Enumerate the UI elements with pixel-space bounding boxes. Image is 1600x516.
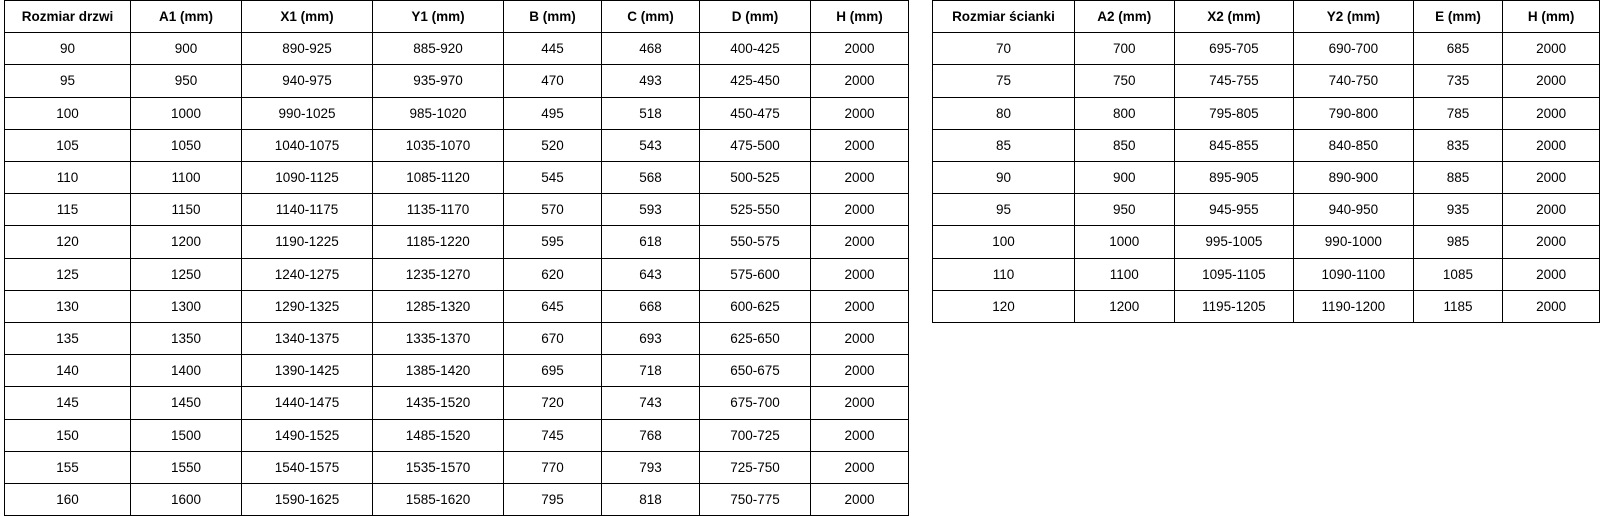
table-cell: 518 <box>602 97 700 129</box>
table-row <box>5 387 909 419</box>
walls-table-header <box>933 1 1600 33</box>
table-cell: 2000 <box>811 129 909 161</box>
table-cell: 2000 <box>1503 65 1600 97</box>
table-cell: 668 <box>602 290 700 322</box>
walls-dimensions-table <box>932 0 1600 323</box>
table-cell: 750 <box>1074 65 1174 97</box>
table-cell: 550-575 <box>700 226 811 258</box>
table-cell: 145 <box>5 387 131 419</box>
table-row <box>5 484 909 516</box>
table-cell: 1435-1520 <box>373 387 504 419</box>
table-cell: 400-425 <box>700 33 811 65</box>
table-cell: 2000 <box>811 258 909 290</box>
table-cell: 1140-1175 <box>242 194 373 226</box>
table-row <box>933 290 1600 322</box>
table-cell: 2000 <box>811 484 909 516</box>
table-cell: 1335-1370 <box>373 323 504 355</box>
column-header: X1 (mm) <box>242 1 373 33</box>
table-cell: 1285-1320 <box>373 290 504 322</box>
table-cell: 495 <box>504 97 602 129</box>
table-cell: 793 <box>602 451 700 483</box>
table-cell: 720 <box>504 387 602 419</box>
column-header: A2 (mm) <box>1074 1 1174 33</box>
table-cell: 690-700 <box>1294 33 1413 65</box>
doors-dimensions-table-container <box>4 0 909 516</box>
column-header: H (mm) <box>811 1 909 33</box>
table-cell: 595 <box>504 226 602 258</box>
table-cell: 840-850 <box>1294 129 1413 161</box>
table-cell: 1240-1275 <box>242 258 373 290</box>
table-cell: 795-805 <box>1174 97 1293 129</box>
table-cell: 950 <box>1074 194 1174 226</box>
table-cell: 2000 <box>811 419 909 451</box>
table-row <box>5 194 909 226</box>
table-cell: 470 <box>504 65 602 97</box>
table-cell: 1250 <box>131 258 242 290</box>
table-cell: 520 <box>504 129 602 161</box>
table-cell: 1450 <box>131 387 242 419</box>
table-row <box>5 419 909 451</box>
table-cell: 670 <box>504 323 602 355</box>
table-cell: 1090-1125 <box>242 162 373 194</box>
table-cell: 835 <box>1413 129 1503 161</box>
table-header-row <box>933 1 1600 33</box>
table-cell: 695 <box>504 355 602 387</box>
table-cell: 743 <box>602 387 700 419</box>
table-cell: 1490-1525 <box>242 419 373 451</box>
table-cell: 160 <box>5 484 131 516</box>
table-cell: 1585-1620 <box>373 484 504 516</box>
table-cell: 725-750 <box>700 451 811 483</box>
table-row <box>933 65 1600 97</box>
table-cell: 1550 <box>131 451 242 483</box>
table-cell: 95 <box>5 65 131 97</box>
table-cell: 890-900 <box>1294 162 1413 194</box>
table-cell: 500-525 <box>700 162 811 194</box>
table-cell: 425-450 <box>700 65 811 97</box>
column-header: H (mm) <box>1503 1 1600 33</box>
table-cell: 618 <box>602 226 700 258</box>
table-cell: 935-970 <box>373 65 504 97</box>
table-row <box>5 33 909 65</box>
table-row <box>933 33 1600 65</box>
table-cell: 80 <box>933 97 1075 129</box>
table-cell: 2000 <box>811 65 909 97</box>
table-cell: 140 <box>5 355 131 387</box>
column-header: X2 (mm) <box>1174 1 1293 33</box>
table-cell: 100 <box>933 226 1075 258</box>
table-row <box>5 323 909 355</box>
table-cell: 130 <box>5 290 131 322</box>
table-cell: 935 <box>1413 194 1503 226</box>
table-cell: 1050 <box>131 129 242 161</box>
table-cell: 543 <box>602 129 700 161</box>
table-cell: 545 <box>504 162 602 194</box>
table-cell: 625-650 <box>700 323 811 355</box>
table-cell: 750-775 <box>700 484 811 516</box>
table-cell: 1000 <box>131 97 242 129</box>
table-cell: 2000 <box>1503 258 1600 290</box>
table-cell: 818 <box>602 484 700 516</box>
table-cell: 1200 <box>131 226 242 258</box>
table-cell: 2000 <box>811 323 909 355</box>
table-cell: 900 <box>1074 162 1174 194</box>
table-cell: 155 <box>5 451 131 483</box>
table-row <box>933 226 1600 258</box>
table-cell: 110 <box>933 258 1075 290</box>
table-cell: 85 <box>933 129 1075 161</box>
walls-table-body <box>933 33 1600 323</box>
table-cell: 1540-1575 <box>242 451 373 483</box>
column-header: C (mm) <box>602 1 700 33</box>
table-cell: 2000 <box>1503 97 1600 129</box>
table-cell: 2000 <box>811 194 909 226</box>
column-header: Rozmiar drzwi <box>5 1 131 33</box>
table-row <box>5 162 909 194</box>
table-cell: 885-920 <box>373 33 504 65</box>
table-cell: 900 <box>131 33 242 65</box>
table-cell: 2000 <box>1503 129 1600 161</box>
table-cell: 1085-1120 <box>373 162 504 194</box>
table-cell: 768 <box>602 419 700 451</box>
table-cell: 75 <box>933 65 1075 97</box>
table-cell: 568 <box>602 162 700 194</box>
table-cell: 895-905 <box>1174 162 1293 194</box>
column-header: Y2 (mm) <box>1294 1 1413 33</box>
table-cell: 110 <box>5 162 131 194</box>
table-cell: 990-1025 <box>242 97 373 129</box>
table-cell: 770 <box>504 451 602 483</box>
table-cell: 890-925 <box>242 33 373 65</box>
column-header: Y1 (mm) <box>373 1 504 33</box>
table-cell: 115 <box>5 194 131 226</box>
table-cell: 700 <box>1074 33 1174 65</box>
table-cell: 1235-1270 <box>373 258 504 290</box>
table-cell: 1385-1420 <box>373 355 504 387</box>
table-cell: 2000 <box>1503 290 1600 322</box>
doors-table-header <box>5 1 909 33</box>
table-cell: 650-675 <box>700 355 811 387</box>
table-cell: 95 <box>933 194 1075 226</box>
table-cell: 1100 <box>131 162 242 194</box>
table-cell: 2000 <box>811 290 909 322</box>
table-cell: 700-725 <box>700 419 811 451</box>
column-header: D (mm) <box>700 1 811 33</box>
table-cell: 493 <box>602 65 700 97</box>
table-cell: 1340-1375 <box>242 323 373 355</box>
table-row <box>933 258 1600 290</box>
table-cell: 620 <box>504 258 602 290</box>
table-cell: 795 <box>504 484 602 516</box>
column-header: B (mm) <box>504 1 602 33</box>
table-row <box>5 129 909 161</box>
doors-table-body <box>5 33 909 516</box>
table-cell: 600-625 <box>700 290 811 322</box>
table-cell: 70 <box>933 33 1075 65</box>
table-cell: 125 <box>5 258 131 290</box>
table-cell: 1200 <box>1074 290 1174 322</box>
table-cell: 1535-1570 <box>373 451 504 483</box>
table-cell: 718 <box>602 355 700 387</box>
table-header-row <box>5 1 909 33</box>
table-cell: 790-800 <box>1294 97 1413 129</box>
table-cell: 1440-1475 <box>242 387 373 419</box>
table-cell: 1485-1520 <box>373 419 504 451</box>
table-cell: 2000 <box>811 162 909 194</box>
doors-dimensions-table <box>4 0 909 516</box>
table-cell: 1195-1205 <box>1174 290 1293 322</box>
table-cell: 695-705 <box>1174 33 1293 65</box>
table-cell: 645 <box>504 290 602 322</box>
table-cell: 450-475 <box>700 97 811 129</box>
table-cell: 1090-1100 <box>1294 258 1413 290</box>
table-cell: 100 <box>5 97 131 129</box>
table-cell: 1085 <box>1413 258 1503 290</box>
table-cell: 2000 <box>811 33 909 65</box>
table-cell: 685 <box>1413 33 1503 65</box>
table-cell: 468 <box>602 33 700 65</box>
table-cell: 2000 <box>811 226 909 258</box>
table-cell: 2000 <box>811 355 909 387</box>
table-cell: 1095-1105 <box>1174 258 1293 290</box>
table-cell: 1000 <box>1074 226 1174 258</box>
table-cell: 693 <box>602 323 700 355</box>
table-cell: 575-600 <box>700 258 811 290</box>
table-cell: 475-500 <box>700 129 811 161</box>
table-cell: 800 <box>1074 97 1174 129</box>
column-header: Rozmiar ścianki <box>933 1 1075 33</box>
table-cell: 940-950 <box>1294 194 1413 226</box>
table-cell: 2000 <box>1503 162 1600 194</box>
table-cell: 1190-1225 <box>242 226 373 258</box>
table-cell: 1350 <box>131 323 242 355</box>
table-cell: 1185 <box>1413 290 1503 322</box>
table-cell: 2000 <box>811 451 909 483</box>
table-cell: 885 <box>1413 162 1503 194</box>
table-cell: 675-700 <box>700 387 811 419</box>
table-cell: 1190-1200 <box>1294 290 1413 322</box>
table-cell: 2000 <box>811 387 909 419</box>
table-cell: 2000 <box>1503 226 1600 258</box>
table-cell: 735 <box>1413 65 1503 97</box>
table-cell: 945-955 <box>1174 194 1293 226</box>
table-cell: 2000 <box>1503 33 1600 65</box>
table-cell: 985-1020 <box>373 97 504 129</box>
table-cell: 1290-1325 <box>242 290 373 322</box>
table-row <box>933 129 1600 161</box>
table-cell: 445 <box>504 33 602 65</box>
table-cell: 1400 <box>131 355 242 387</box>
table-cell: 1035-1070 <box>373 129 504 161</box>
table-cell: 105 <box>5 129 131 161</box>
table-cell: 745-755 <box>1174 65 1293 97</box>
column-header: A1 (mm) <box>131 1 242 33</box>
table-cell: 950 <box>131 65 242 97</box>
table-row <box>5 451 909 483</box>
table-cell: 90 <box>5 33 131 65</box>
table-row <box>5 97 909 129</box>
table-cell: 120 <box>933 290 1075 322</box>
table-row <box>5 65 909 97</box>
table-cell: 1600 <box>131 484 242 516</box>
table-row <box>5 290 909 322</box>
table-row <box>5 355 909 387</box>
table-cell: 985 <box>1413 226 1503 258</box>
table-cell: 120 <box>5 226 131 258</box>
table-row <box>933 162 1600 194</box>
table-cell: 745 <box>504 419 602 451</box>
table-cell: 570 <box>504 194 602 226</box>
table-cell: 135 <box>5 323 131 355</box>
table-cell: 525-550 <box>700 194 811 226</box>
table-cell: 740-750 <box>1294 65 1413 97</box>
table-row <box>933 97 1600 129</box>
table-cell: 2000 <box>811 97 909 129</box>
column-header: E (mm) <box>1413 1 1503 33</box>
table-row <box>933 194 1600 226</box>
table-cell: 1040-1075 <box>242 129 373 161</box>
table-cell: 785 <box>1413 97 1503 129</box>
table-cell: 1150 <box>131 194 242 226</box>
table-cell: 850 <box>1074 129 1174 161</box>
table-cell: 90 <box>933 162 1075 194</box>
table-cell: 845-855 <box>1174 129 1293 161</box>
table-cell: 1135-1170 <box>373 194 504 226</box>
table-cell: 643 <box>602 258 700 290</box>
table-row <box>5 258 909 290</box>
table-cell: 1300 <box>131 290 242 322</box>
table-cell: 150 <box>5 419 131 451</box>
table-cell: 995-1005 <box>1174 226 1293 258</box>
table-cell: 1100 <box>1074 258 1174 290</box>
table-row <box>5 226 909 258</box>
table-cell: 593 <box>602 194 700 226</box>
walls-dimensions-table-container <box>932 0 1600 323</box>
table-cell: 1500 <box>131 419 242 451</box>
table-cell: 1185-1220 <box>373 226 504 258</box>
table-cell: 990-1000 <box>1294 226 1413 258</box>
table-cell: 940-975 <box>242 65 373 97</box>
table-cell: 1390-1425 <box>242 355 373 387</box>
table-cell: 2000 <box>1503 194 1600 226</box>
table-cell: 1590-1625 <box>242 484 373 516</box>
